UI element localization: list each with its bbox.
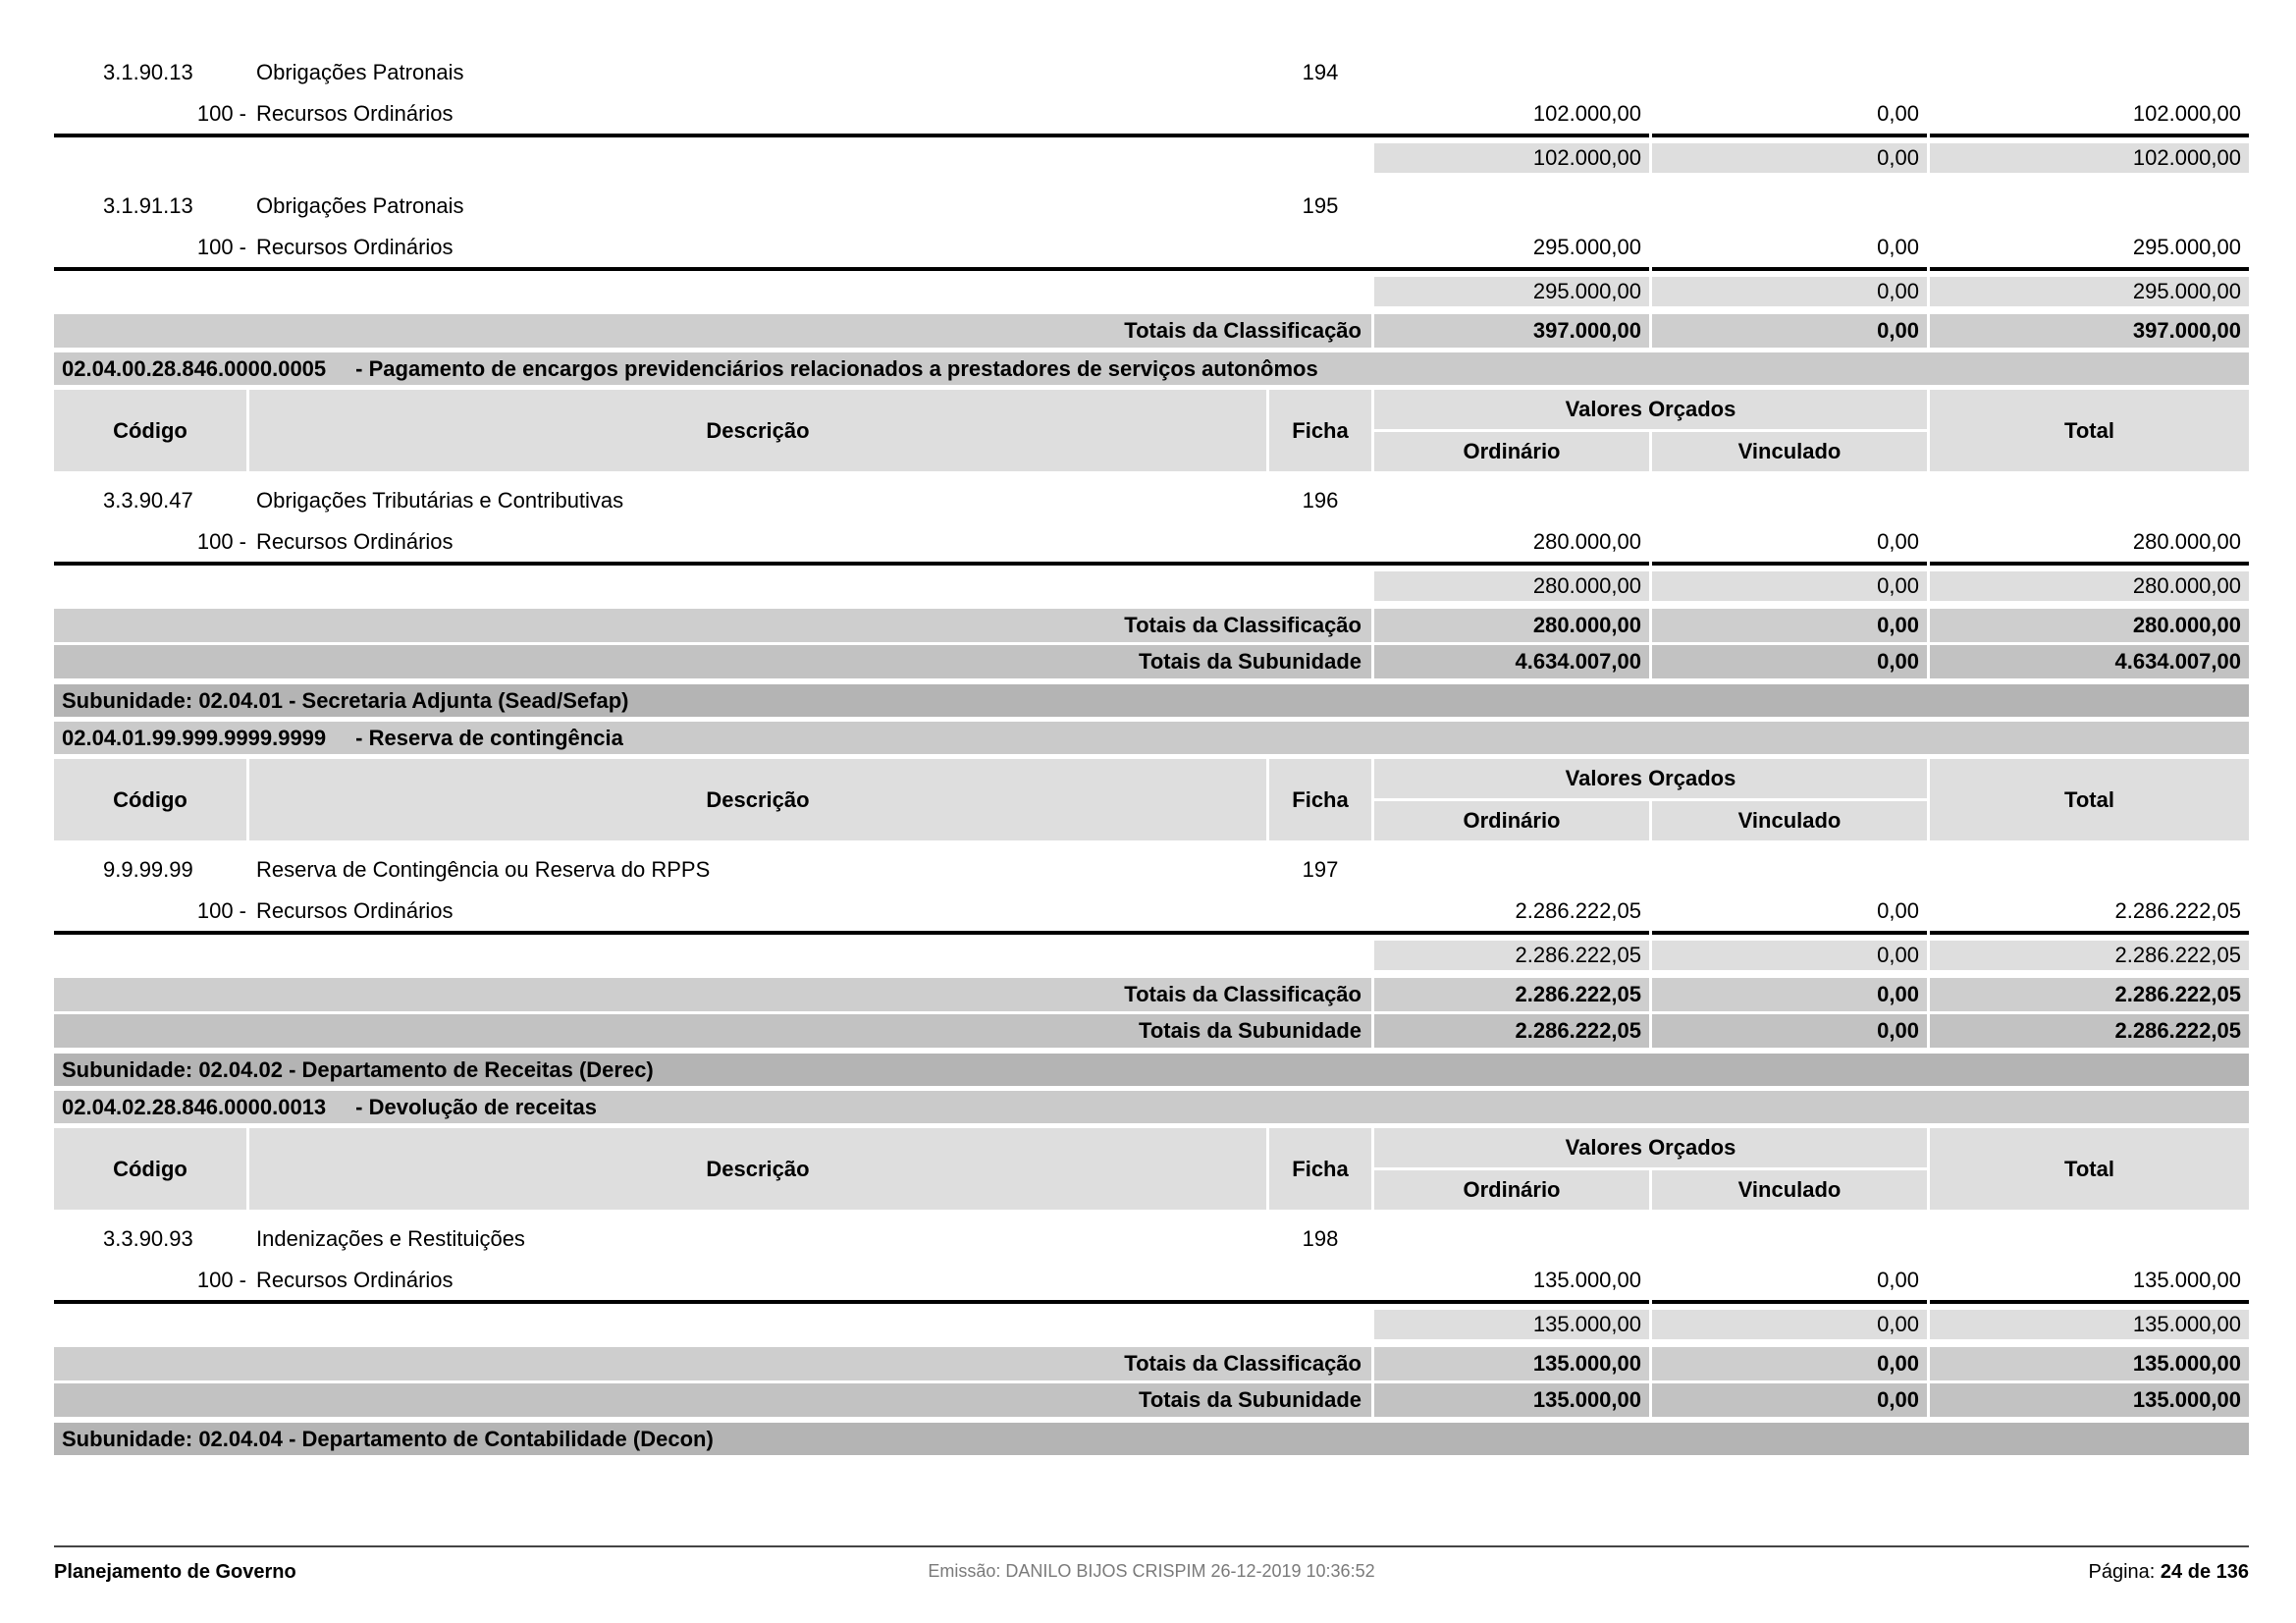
expense-code: 9.9.99.99	[103, 857, 193, 882]
column-header-total: Total	[1930, 1128, 2249, 1210]
column-header-ficha: Ficha	[1269, 759, 1371, 840]
subtotal-ordinario: 280.000,00	[1374, 571, 1649, 601]
program-name: - Pagamento de encargos previdenciários relacionados a prestadores de serviços autonômos	[355, 355, 1318, 381]
resource-description: Recursos Ordinários	[256, 1268, 454, 1292]
subunit-total-ordinario: 2.286.222,05	[1374, 1014, 1649, 1048]
subtotal-vinculado: 0,00	[1652, 277, 1927, 306]
expense-description: Obrigações Tributárias e Contributivas	[256, 488, 624, 513]
subunit-total-total: 2.286.222,05	[1930, 1014, 2249, 1048]
column-header-vinculado: Vinculado	[1652, 1170, 1927, 1210]
value-total: 295.000,00	[2132, 235, 2241, 259]
expense-description: Obrigações Patronais	[256, 193, 464, 218]
expense-code: 3.3.90.47	[103, 488, 193, 513]
footer-divider	[54, 1545, 2249, 1547]
program-band	[54, 1091, 2249, 1123]
value-vinculado: 0,00	[1877, 235, 1919, 259]
page-number	[1700, 1561, 2249, 1584]
subunit-total-vinculado: 0,00	[1652, 645, 1927, 678]
resource-code: 100 -	[196, 529, 246, 554]
classification-totals-label: Totais da Classificação	[54, 1347, 1371, 1380]
value-ordinario: 295.000,00	[1532, 235, 1641, 259]
column-header-ordinario: Ordinário	[1374, 1170, 1649, 1210]
resource-code: 100 -	[196, 1268, 246, 1292]
subtotal-ordinario: 2.286.222,05	[1374, 941, 1649, 970]
table-header	[54, 759, 2249, 840]
column-header-total: Total	[1930, 390, 2249, 471]
column-header-ordinario: Ordinário	[1374, 801, 1649, 840]
subtotal-ordinario: 295.000,00	[1374, 277, 1649, 306]
value-ordinario: 2.286.222,05	[1515, 898, 1641, 923]
classification-totals-label: Totais da Classificação	[54, 314, 1371, 348]
page-footer	[54, 1545, 2249, 1584]
subunit-band: Subunidade: 02.04.01 - Secretaria Adjunta (Sead/Sefap)	[54, 684, 2249, 717]
column-header-ficha: Ficha	[1269, 1128, 1371, 1210]
subunit-total-total: 4.634.007,00	[1930, 645, 2249, 678]
column-header-codigo: Código	[54, 759, 246, 840]
subtotal-vinculado: 0,00	[1652, 571, 1927, 601]
program-code: 02.04.01.99.999.9999.9999	[62, 725, 327, 750]
column-header-vinculado: Vinculado	[1652, 432, 1927, 471]
subunit-total-total: 135.000,00	[1930, 1383, 2249, 1417]
subunit-totals-row	[54, 645, 2249, 678]
classification-total-ordinario: 397.000,00	[1374, 314, 1649, 348]
column-header-vinculado: Vinculado	[1652, 801, 1927, 840]
value-vinculado: 0,00	[1877, 101, 1919, 126]
program-code: 02.04.00.28.846.0000.0005	[62, 355, 327, 381]
resource-code: 100 -	[196, 101, 246, 126]
program-band	[54, 722, 2249, 754]
value-vinculado: 0,00	[1877, 1268, 1919, 1292]
resource-description: Recursos Ordinários	[256, 529, 454, 554]
value-vinculado: 0,00	[1877, 529, 1919, 554]
budget-report-page	[54, 0, 2249, 1455]
subunit-total-vinculado: 0,00	[1652, 1014, 1927, 1048]
column-header-total: Total	[1930, 759, 2249, 840]
subunit-totals-label: Totais da Subunidade	[54, 1383, 1371, 1417]
entry-subtotal-row	[54, 143, 2249, 173]
subtotal-vinculado: 0,00	[1652, 1310, 1927, 1339]
column-header-ficha: Ficha	[1269, 390, 1371, 471]
resource-code: 100 -	[196, 898, 246, 923]
expense-description: Indenizações e Restituições	[256, 1226, 525, 1251]
subtotal-total: 2.286.222,05	[1930, 941, 2249, 970]
classification-total-total: 280.000,00	[1930, 609, 2249, 642]
classification-totals-row	[54, 314, 2249, 348]
column-header-valores-orcados: Valores Orçados	[1374, 1128, 1927, 1167]
classification-total-total: 2.286.222,05	[1930, 978, 2249, 1011]
column-header-codigo: Código	[54, 1128, 246, 1210]
column-header-descricao: Descrição	[249, 759, 1266, 840]
entry-subtotal-row	[54, 1310, 2249, 1339]
subunit-band: Subunidade: 02.04.02 - Departamento de Receitas (Derec)	[54, 1054, 2249, 1086]
subtotal-total: 280.000,00	[1930, 571, 2249, 601]
column-header-ordinario: Ordinário	[1374, 432, 1649, 471]
classification-total-vinculado: 0,00	[1652, 314, 1927, 348]
value-ordinario: 135.000,00	[1532, 1268, 1641, 1292]
expense-code: 3.1.91.13	[103, 193, 193, 218]
subtotal-total: 135.000,00	[1930, 1310, 2249, 1339]
subtotal-ordinario: 135.000,00	[1374, 1310, 1649, 1339]
classification-totals-row	[54, 609, 2249, 642]
value-vinculado: 0,00	[1877, 898, 1919, 923]
classification-total-vinculado: 0,00	[1652, 609, 1927, 642]
classification-total-ordinario: 135.000,00	[1374, 1347, 1649, 1380]
expense-description: Obrigações Patronais	[256, 60, 464, 84]
subunit-total-vinculado: 0,00	[1652, 1383, 1927, 1417]
value-total: 2.286.222,05	[2114, 898, 2241, 923]
classification-total-ordinario: 2.286.222,05	[1374, 978, 1649, 1011]
subtotal-total: 102.000,00	[1930, 143, 2249, 173]
column-header-descricao: Descrição	[249, 390, 1266, 471]
table-header	[54, 390, 2249, 471]
ficha-number: 194	[1302, 60, 1339, 84]
program-name: - Devolução de receitas	[355, 1094, 597, 1119]
budget-entry	[54, 51, 2249, 173]
sum-rule-line	[54, 1300, 2249, 1304]
column-header-valores-orcados: Valores Orçados	[1374, 390, 1927, 429]
resource-description: Recursos Ordinários	[256, 898, 454, 923]
sum-rule-line	[54, 931, 2249, 935]
column-header-descricao: Descrição	[249, 1128, 1266, 1210]
report-app-title: Planejamento de Governo	[54, 1561, 296, 1583]
subunit-totals-label: Totais da Subunidade	[54, 645, 1371, 678]
classification-total-total: 397.000,00	[1930, 314, 2249, 348]
classification-total-vinculado: 0,00	[1652, 1347, 1927, 1380]
ficha-number: 195	[1302, 193, 1339, 218]
ficha-number: 197	[1302, 857, 1339, 882]
resource-code: 100 -	[196, 235, 246, 259]
value-ordinario: 102.000,00	[1532, 101, 1641, 126]
ficha-number: 198	[1302, 1226, 1339, 1251]
classification-totals-label: Totais da Classificação	[54, 978, 1371, 1011]
value-total: 280.000,00	[2132, 529, 2241, 554]
program-name: - Reserva de contingência	[355, 725, 623, 750]
classification-totals-label: Totais da Classificação	[54, 609, 1371, 642]
value-total: 135.000,00	[2132, 1268, 2241, 1292]
expense-description: Reserva de Contingência ou Reserva do RPPS	[256, 857, 711, 882]
classification-totals-row	[54, 978, 2249, 1011]
classification-totals-row	[54, 1347, 2249, 1380]
subtotal-vinculado: 0,00	[1652, 941, 1927, 970]
subunit-total-ordinario: 4.634.007,00	[1374, 645, 1649, 678]
subunit-total-ordinario: 135.000,00	[1374, 1383, 1649, 1417]
page-number-value: 24 de 136	[2160, 1561, 2249, 1583]
subtotal-total: 295.000,00	[1930, 277, 2249, 306]
sum-rule-line	[54, 134, 2249, 137]
sum-rule-line	[54, 562, 2249, 566]
column-header-codigo: Código	[54, 390, 246, 471]
subunit-totals-row	[54, 1383, 2249, 1417]
ficha-number: 196	[1302, 488, 1339, 513]
budget-entry	[54, 848, 2249, 970]
sum-rule-line	[54, 267, 2249, 271]
budget-entry	[54, 479, 2249, 601]
subtotal-vinculado: 0,00	[1652, 143, 1927, 173]
resource-description: Recursos Ordinários	[256, 101, 454, 126]
emission-info: Emissão: DANILO BIJOS CRISPIM 26-12-2019 10:36:52	[928, 1561, 1375, 1581]
table-header	[54, 1128, 2249, 1210]
classification-total-ordinario: 280.000,00	[1374, 609, 1649, 642]
budget-entry	[54, 1217, 2249, 1339]
entry-subtotal-row	[54, 571, 2249, 601]
classification-total-vinculado: 0,00	[1652, 978, 1927, 1011]
budget-entry	[54, 185, 2249, 306]
subunit-totals-row	[54, 1014, 2249, 1048]
expense-code: 3.3.90.93	[103, 1226, 193, 1251]
resource-description: Recursos Ordinários	[256, 235, 454, 259]
expense-code: 3.1.90.13	[103, 60, 193, 84]
subunit-totals-label: Totais da Subunidade	[54, 1014, 1371, 1048]
program-code: 02.04.02.28.846.0000.0013	[62, 1094, 327, 1119]
value-total: 102.000,00	[2132, 101, 2241, 126]
classification-total-total: 135.000,00	[1930, 1347, 2249, 1380]
subunit-band: Subunidade: 02.04.04 - Departamento de Contabilidade (Decon)	[54, 1423, 2249, 1455]
subtotal-ordinario: 102.000,00	[1374, 143, 1649, 173]
column-header-valores-orcados: Valores Orçados	[1374, 759, 1927, 798]
value-ordinario: 280.000,00	[1532, 529, 1641, 554]
entry-subtotal-row	[54, 277, 2249, 306]
entry-subtotal-row	[54, 941, 2249, 970]
page-number-label: Página:	[2088, 1561, 2156, 1583]
program-band	[54, 352, 2249, 385]
